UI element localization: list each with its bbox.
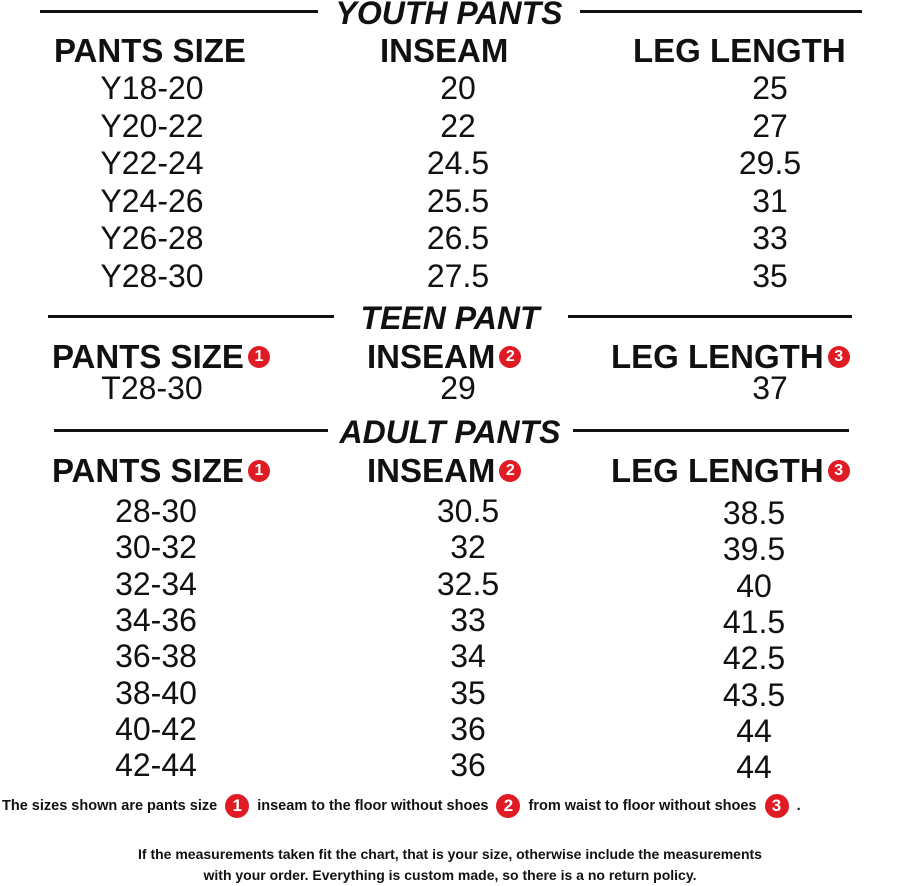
adult-row-3-size: 32-34 bbox=[115, 565, 197, 602]
badge-2-icon: 2 bbox=[496, 794, 520, 818]
badge-1-icon: 1 bbox=[225, 794, 249, 818]
youth-row-3-size: Y22-24 bbox=[100, 145, 204, 182]
youth-row-5-size: Y26-28 bbox=[100, 220, 204, 257]
adult-row-2-size: 30-32 bbox=[115, 529, 197, 566]
badge-1-icon: 1 bbox=[248, 460, 270, 482]
adult-row-5-size: 36-38 bbox=[115, 638, 197, 675]
youth-row-1-leg-length: 25 bbox=[752, 70, 788, 106]
teen-header-leg-length: LEG LENGTH 3 bbox=[611, 340, 850, 374]
footnote-part-1: The sizes shown are pants size bbox=[2, 797, 218, 814]
teen-title-rule-left bbox=[48, 315, 334, 318]
youth-section-title: YOUTH PANTS bbox=[335, 0, 563, 31]
teen-section-title: TEEN PANT bbox=[360, 300, 540, 336]
youth-row-6-leg-length: 35 bbox=[752, 258, 788, 294]
youth-row-3-leg-length: 29.5 bbox=[738, 145, 802, 182]
youth-row-2-inseam: 22 bbox=[440, 107, 476, 144]
adult-row-8-size: 42-44 bbox=[115, 747, 197, 784]
teen-row-1-leg-length: 37 bbox=[752, 370, 788, 406]
badge-3-icon: 3 bbox=[765, 794, 789, 818]
adult-row-4-leg-length: 41.5 bbox=[722, 603, 786, 640]
adult-row-3-leg-length: 40 bbox=[736, 567, 772, 604]
youth-title-rule-left bbox=[40, 10, 318, 13]
adult-row-3-inseam: 32.5 bbox=[436, 565, 500, 602]
youth-row-5-inseam: 26.5 bbox=[426, 220, 490, 257]
adult-title-rule-right bbox=[573, 429, 849, 432]
adult-row-8-leg-length: 44 bbox=[736, 749, 772, 786]
youth-header-pants-size: PANTS SIZE bbox=[54, 32, 246, 69]
youth-row-6-size: Y28-30 bbox=[100, 258, 204, 294]
adult-row-1-leg-length: 38.5 bbox=[722, 495, 786, 531]
youth-row-2-size: Y20-22 bbox=[100, 107, 204, 144]
footnote-part-4: . bbox=[796, 797, 801, 814]
youth-row-6-inseam: 27.5 bbox=[426, 258, 490, 294]
adult-row-4-size: 34-36 bbox=[115, 601, 197, 638]
badge-3-icon: 3 bbox=[828, 460, 850, 482]
adult-row-6-size: 38-40 bbox=[115, 674, 197, 711]
teen-row-1-inseam: 29 bbox=[440, 370, 476, 406]
adult-row-7-inseam: 36 bbox=[450, 710, 486, 747]
youth-row-5-leg-length: 33 bbox=[752, 220, 788, 257]
youth-row-1-inseam: 20 bbox=[440, 70, 476, 106]
adult-row-1-size: 28-30 bbox=[115, 493, 197, 529]
teen-header-inseam: INSEAM 2 bbox=[367, 340, 521, 374]
policy-line-2: with your order. Everything is custom made, so there is a no return policy. bbox=[203, 867, 697, 883]
youth-title-rule-right bbox=[580, 10, 862, 13]
youth-row-2-leg-length: 27 bbox=[752, 107, 788, 144]
adult-row-2-inseam: 32 bbox=[450, 529, 486, 566]
badge-2-icon: 2 bbox=[499, 346, 521, 368]
badge-3-icon: 3 bbox=[828, 346, 850, 368]
youth-row-3-inseam: 24.5 bbox=[426, 145, 490, 182]
teen-row-1-size: T28-30 bbox=[101, 370, 203, 406]
adult-row-1-inseam: 30.5 bbox=[436, 493, 500, 529]
adult-row-5-leg-length: 42.5 bbox=[722, 640, 786, 677]
adult-section-title: ADULT PANTS bbox=[339, 414, 561, 450]
youth-row-4-inseam: 25.5 bbox=[426, 182, 490, 219]
adult-header-pants-size: PANTS SIZE 1 bbox=[52, 454, 270, 488]
adult-row-4-inseam: 33 bbox=[450, 601, 486, 638]
adult-row-8-inseam: 36 bbox=[450, 747, 486, 784]
adult-row-6-leg-length: 43.5 bbox=[722, 676, 786, 713]
adult-row-5-inseam: 34 bbox=[450, 638, 486, 675]
youth-header-inseam: INSEAM bbox=[380, 32, 509, 69]
adult-row-6-inseam: 35 bbox=[450, 674, 486, 711]
adult-header-inseam: INSEAM 2 bbox=[367, 454, 521, 488]
youth-header-leg-length: LEG LENGTH bbox=[633, 32, 846, 69]
adult-row-7-size: 40-42 bbox=[115, 710, 197, 747]
youth-row-4-size: Y24-26 bbox=[100, 182, 204, 219]
teen-title-rule-right bbox=[568, 315, 852, 318]
adult-title-rule-left bbox=[54, 429, 328, 432]
youth-row-1-size: Y18-20 bbox=[100, 70, 204, 106]
footnote-part-2: inseam to the floor without shoes bbox=[257, 797, 489, 814]
policy-line-1: If the measurements taken fit the chart, that is your size, otherwise include the measurements bbox=[138, 846, 762, 862]
adult-row-2-leg-length: 39.5 bbox=[722, 531, 786, 568]
footnote-part-3: from waist to floor without shoes bbox=[528, 797, 757, 814]
badge-1-icon: 1 bbox=[248, 346, 270, 368]
adult-row-7-leg-length: 44 bbox=[736, 712, 772, 749]
youth-row-4-leg-length: 31 bbox=[752, 182, 788, 219]
sizes-footnote bbox=[2, 794, 900, 818]
badge-2-icon: 2 bbox=[499, 460, 521, 482]
teen-header-pants-size: PANTS SIZE 1 bbox=[52, 340, 270, 374]
adult-header-leg-length: LEG LENGTH 3 bbox=[611, 454, 850, 488]
